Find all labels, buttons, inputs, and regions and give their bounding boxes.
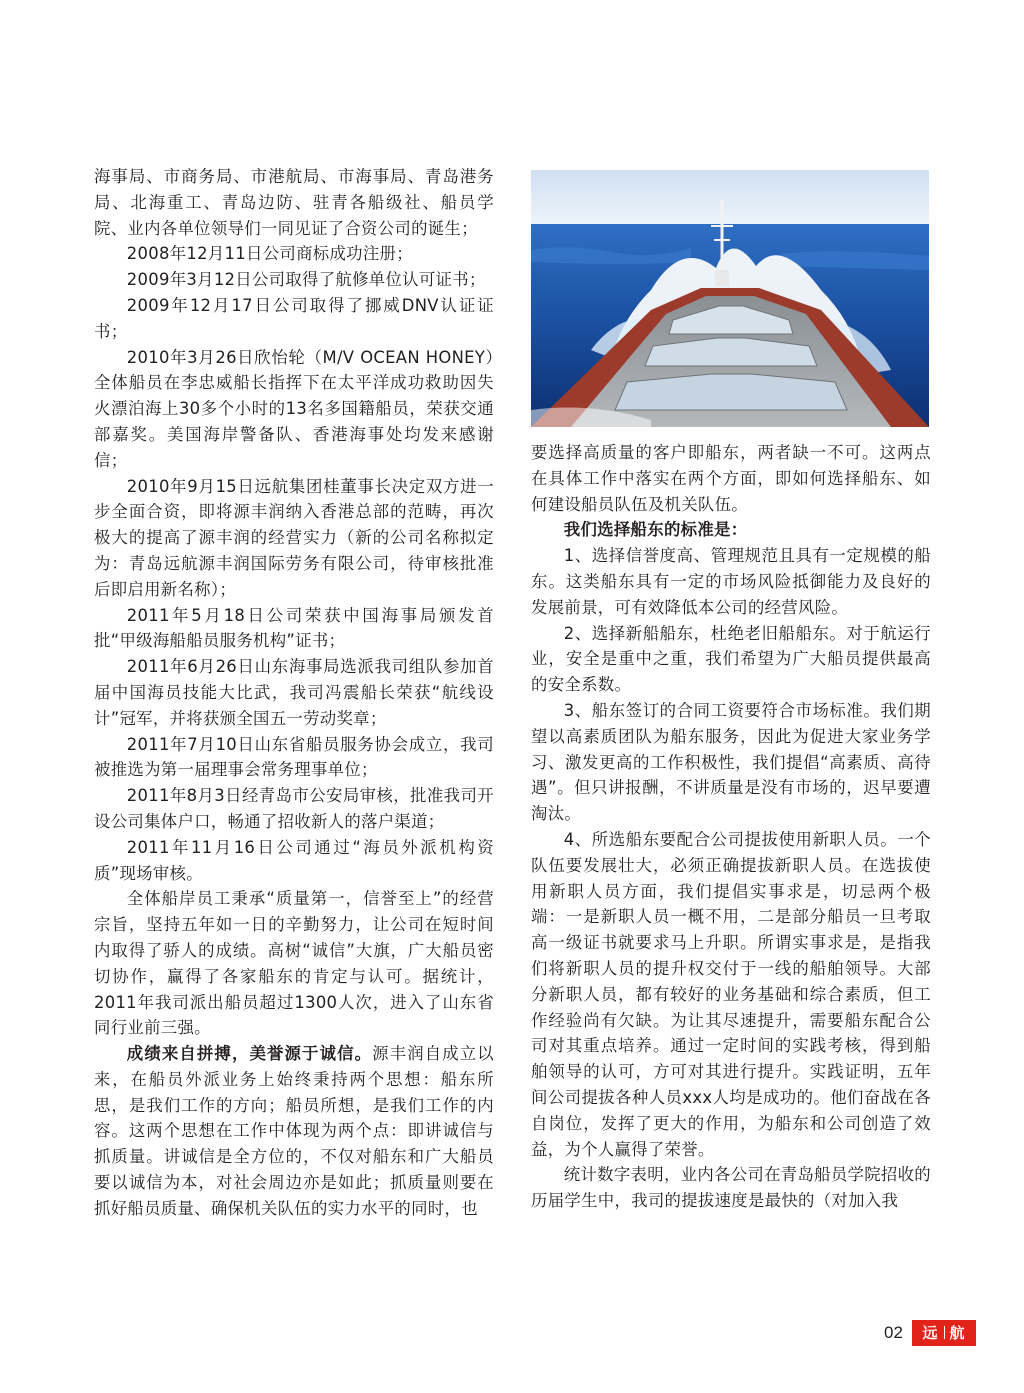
paragraph: 2011年8月3日经青岛市公安局审核，批准我司开设公司集体户口，畅通了招收新人的落户渠道；: [94, 786, 494, 831]
magazine-name-char: 远: [922, 1324, 939, 1342]
paragraph: 2009年3月12日公司取得了航修单位认可证书；: [126, 270, 486, 290]
paragraph: 海事局、市商务局、市港航局、市海事局、青岛港务局、北海重工、青岛边防、驻青各船级社、船员学院、业内各单位领导们一同见证了合资公司的诞生；: [94, 167, 494, 238]
paragraph: 2010年3月26日欣怡轮（M/V OCEAN HONEY）全体船员在李忠威船长指挥下在太平洋成功救助因失火漂泊海上30多个小时的13名多国籍船员，荣获交通部嘉奖。美国海岸警备队、香港海事处均发来感谢信；: [94, 347, 494, 470]
paragraph: 2011年11月16日公司通过“海员外派机构资质”现场审核。: [94, 837, 494, 883]
bold-lead: 成绩来自拼搏，美誉源于诚信。: [126, 1044, 373, 1064]
ship-photo: [531, 170, 929, 427]
paragraph: 要选择高质量的客户即船东，两者缺一不可。这两点在具体工作中落实在两个方面，即如何选择船东、如何建设船员队伍及机关队伍。: [531, 443, 931, 514]
paragraph: 2010年9月15日远航集团桂董事长决定双方进一步全面合资，即将源丰润纳入香港总部的范畴，再次极大的提高了源丰润的经营实力（新的公司名称拟定为：青岛远航源丰润国际劳务有限公司，待审核批准后即启用新名称）；: [94, 476, 494, 599]
paragraph: 全体船岸员工秉承“质量第一，信誉至上”的经营宗旨，坚持五年如一日的辛勤努力，让公司在短时间内取得了骄人的成绩。高树“诚信”大旗，广大船员密切协作，赢得了各家船东的肯定与认可。据统计，2011年我司派出船员超过1300人次，进入了山东省同行业前三强。: [94, 889, 494, 1038]
magazine-name-char: 航: [949, 1324, 966, 1342]
paragraph: [94, 1041, 494, 1222]
paragraph: 2009年12月17日公司取得了挪威DNV认证证书；: [94, 295, 494, 341]
paragraph: 2008年12月11日公司商标成功注册；: [126, 244, 413, 264]
paragraph: 1、选择信誉度高、管理规范且具有一定规模的船东。这类船东具有一定的市场风险抵御能力及良好的发展前景，可有效降低本公司的经营风险。: [531, 546, 931, 617]
paragraph: 2011年7月10日山东省船员服务协会成立，我司被推选为第一届理事会常务理事单位；: [94, 734, 494, 780]
paragraph: 4、所选船东要配合公司提拔使用新职人员。一个队伍要发展壮大，必须正确提拔新职人员。在选拔使用新职人员方面，我们提倡实事求是，切忌两个极端：一是新职人员一概不用，二是部分船员一旦考取高一级证书就要求马上升职。所谓实事求是，是指我们将新职人员的提升权交付于一线的船舶领导。大部分新职人员，都有较好的业务基础和综合素质，但工作经验尚有欠缺。为让其尽速提升，需要船东配合公司对其重点培养。通过一定时间的实践考核，得到船舶领导的认可，方可对其进行提升。实践证明，五年间公司提拔各种人员xxx人均是成功的。他们奋战在各自岗位，发挥了更大的作用，为船东和公司创造了效益，为个人赢得了荣誉。: [531, 829, 931, 1159]
right-text-column: [531, 440, 931, 1214]
paragraph: 2、选择新船船东，杜绝老旧船船东。对于航运行业，安全是重中之重，我们希望为广大船员提供最高的安全系数。: [531, 623, 931, 695]
paragraph: [531, 517, 931, 543]
badge-divider: [944, 1326, 945, 1339]
bold-heading: 我们选择船东的标准是：: [563, 520, 748, 540]
paragraph: 2011年6月26日山东海事局选派我司组队参加首届中国海员技能大比武，我司冯震船长荣获“航线设计”冠军，并将获颁全国五一劳动奖章；: [94, 657, 494, 728]
paragraph: 2011年5月18日公司荣获中国海事局颁发首批“甲级海船船员服务机构”证书；: [94, 605, 494, 651]
left-text-column: [94, 164, 494, 1222]
paragraph: 统计数字表明，业内各公司在青岛船员学院招收的历届学生中，我司的提拔速度是最快的（对加入我: [531, 1165, 931, 1211]
page-number: 02: [884, 1323, 903, 1342]
paragraph-text: 源丰润自成立以来，在船员外派业务上始终秉持两个思想：船东所思，是我们工作的方向；船员所想，是我们工作的内容。这两个思想在工作中体现为两个点：即讲诚信与抓质量。讲诚信是全方位的，不仅对船东和广大船员要以诚信为本，对社会周边亦是如此；抓质量则要在抓好船员质量、确保机关队伍的实力水平的同时，也: [94, 1044, 494, 1218]
paragraph: 3、船东签订的合同工资要符合市场标准。我们期望以高素质团队为船东服务，因此为促进大家业务学习、激发更高的工作积极性，我们提倡“高素质、高待遇”。但只讲报酬，不讲质量是没有市场的，迟早要遭淘汰。: [531, 700, 931, 824]
magazine-badge: [912, 1320, 976, 1346]
